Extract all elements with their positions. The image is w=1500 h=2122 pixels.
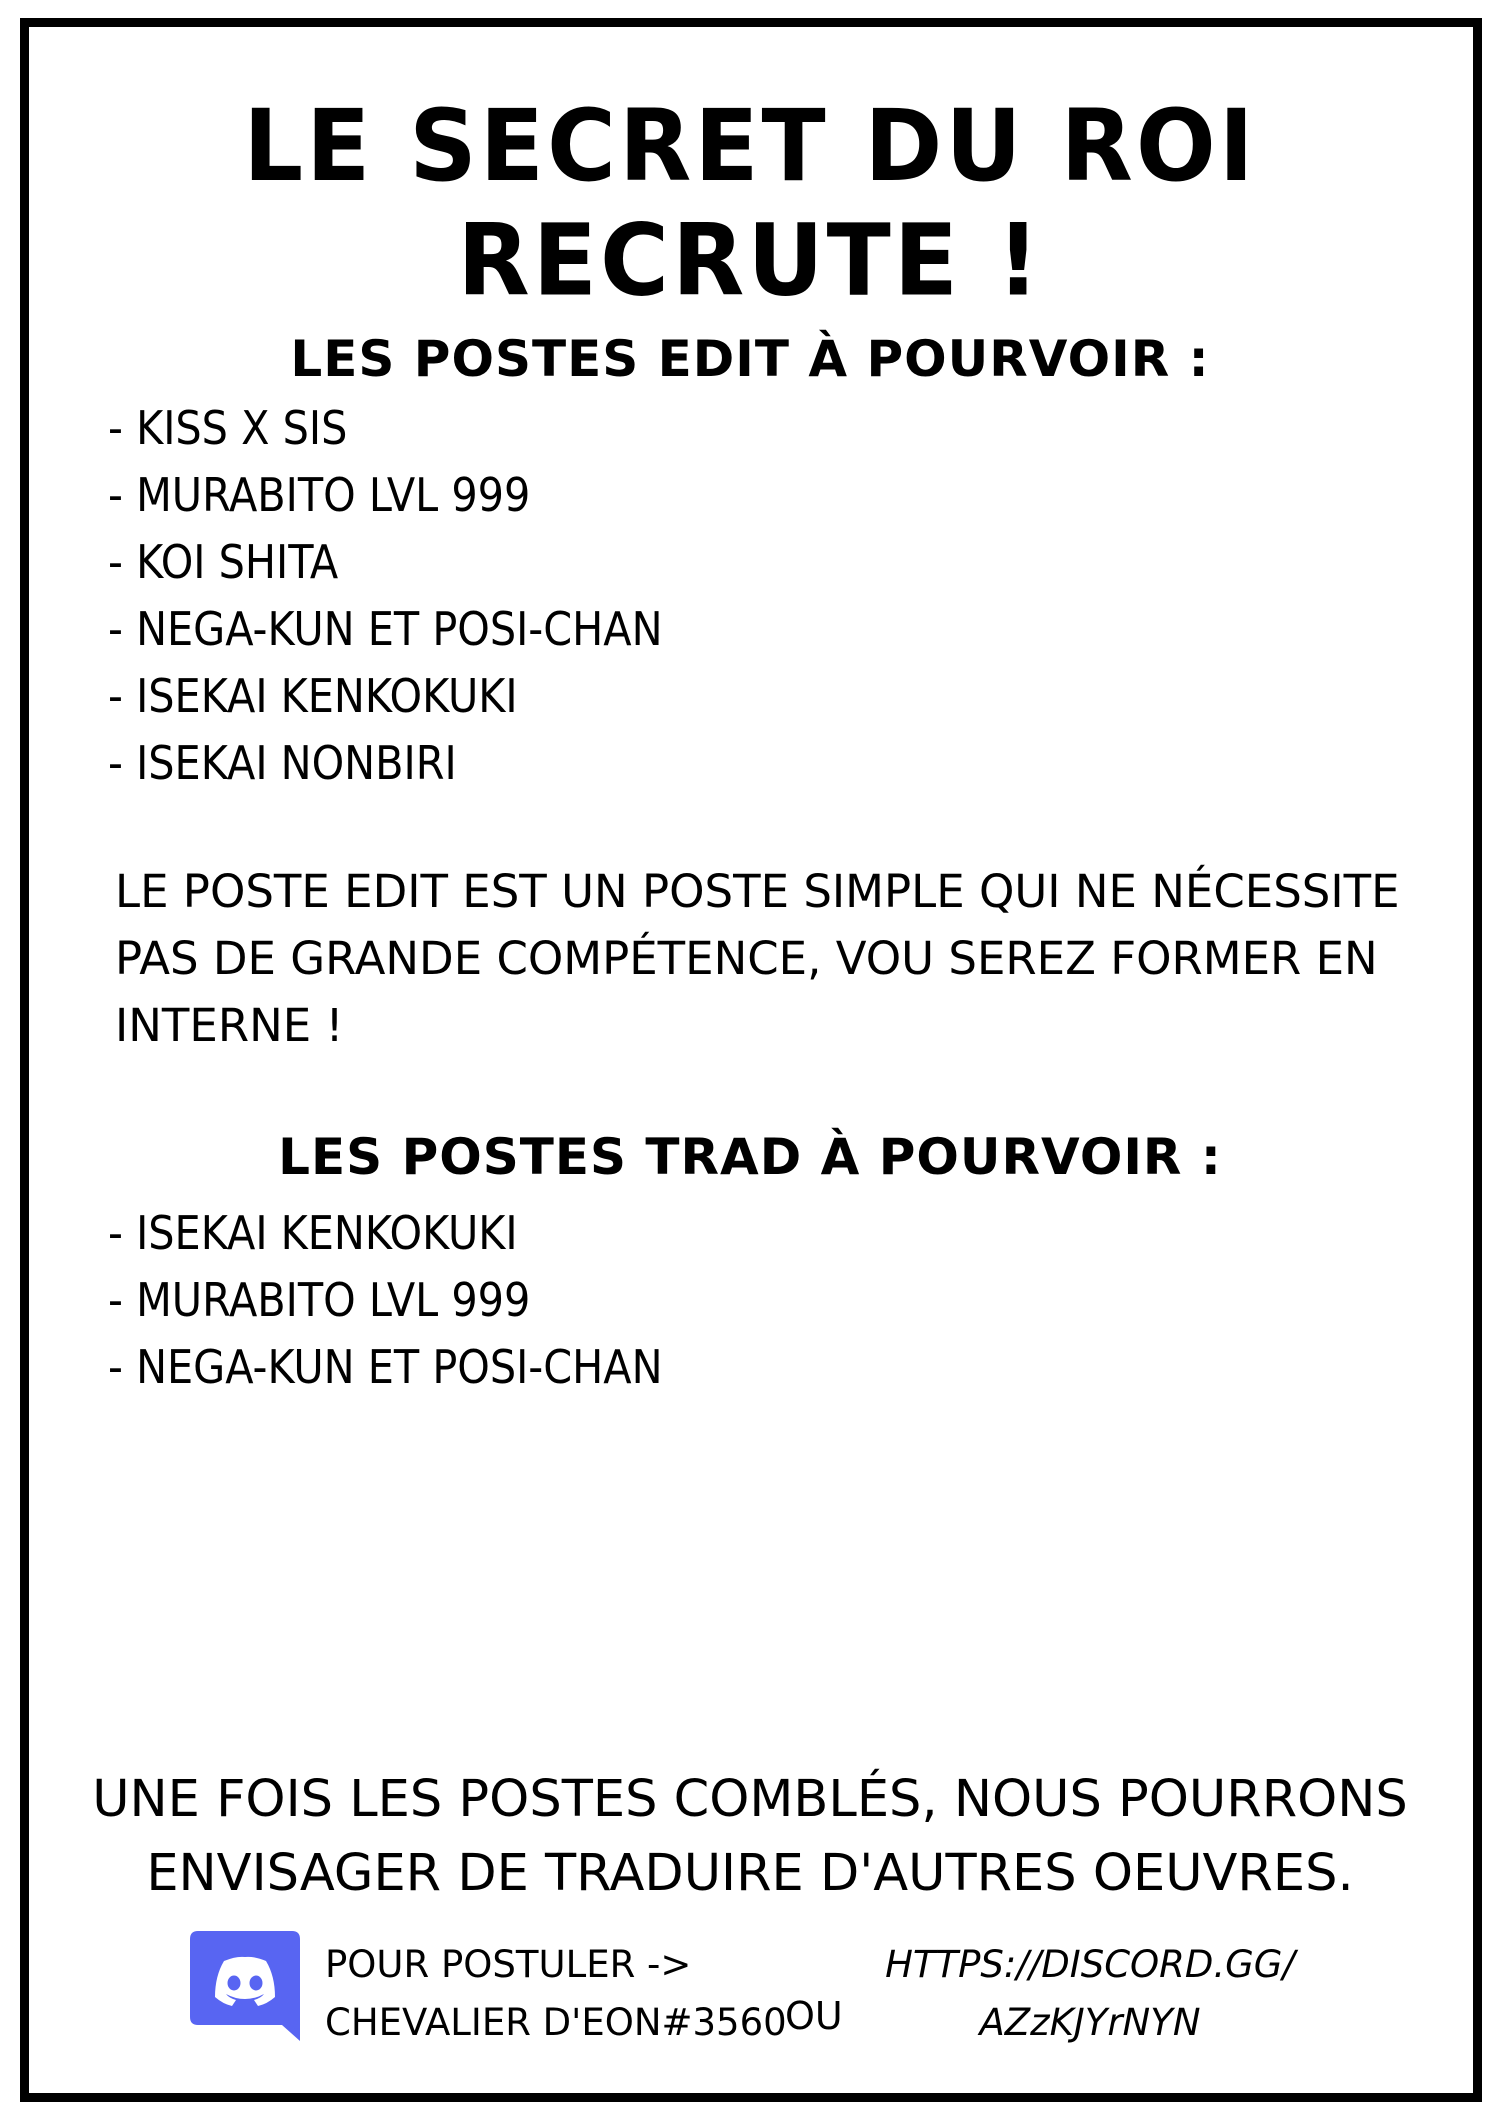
list-item: - NEGA-KUN ET POSI-CHAN <box>108 1340 663 1394</box>
closing-line: UNE FOIS LES POSTES COMBLÉS, NOUS POURRONS <box>92 1770 1408 1829</box>
discord-username: CHEVALIER D'EON#3560 <box>325 2001 787 2044</box>
closing-line: ENVISAGER DE TRADUIRE D'AUTRES OEUVRES. <box>146 1844 1354 1903</box>
list-item: - MURABITO LVL 999 <box>108 1273 531 1327</box>
list-item: - KOI SHITA <box>108 535 339 589</box>
apply-instructions <box>325 1936 787 2052</box>
discord-invite-link[interactable] <box>870 1936 1310 2052</box>
list-item: - KISS X SIS <box>108 401 348 455</box>
edit-list <box>108 395 663 797</box>
description-line: LE POSTE EDIT EST UN POSTE SIMPLE QUI NE NÉCESSITE <box>115 865 1400 918</box>
list-item: - ISEKAI KENKOKUKI <box>108 1206 518 1260</box>
closing-note <box>0 1763 1500 1911</box>
list-item: - ISEKAI KENKOKUKI <box>108 669 518 723</box>
edit-description <box>115 858 1400 1059</box>
or-label: OU <box>785 1994 843 2038</box>
link-line: AZzKJYrNYN <box>979 2001 1201 2044</box>
page-title: LE SECRET DU ROI RECRUTE ! <box>243 89 1257 319</box>
trad-section-heading: LES POSTES TRAD À POURVOIR : <box>278 1128 1222 1186</box>
description-line: PAS DE GRANDE COMPÉTENCE, VOU SEREZ FORMER EN <box>115 932 1378 985</box>
list-item: - MURABITO LVL 999 <box>108 468 531 522</box>
list-item: - NEGA-KUN ET POSI-CHAN <box>108 602 663 656</box>
trad-list <box>108 1200 663 1401</box>
link-line: HTTPS://DISCORD.GG/ <box>885 1943 1295 1986</box>
edit-section-heading: LES POSTES EDIT À POURVOIR : <box>290 330 1210 388</box>
description-line: INTERNE ! <box>115 999 344 1052</box>
discord-icon <box>190 1931 300 2041</box>
list-item: - ISEKAI NONBIRI <box>108 736 457 790</box>
apply-line: POUR POSTULER -> <box>325 1943 692 1986</box>
